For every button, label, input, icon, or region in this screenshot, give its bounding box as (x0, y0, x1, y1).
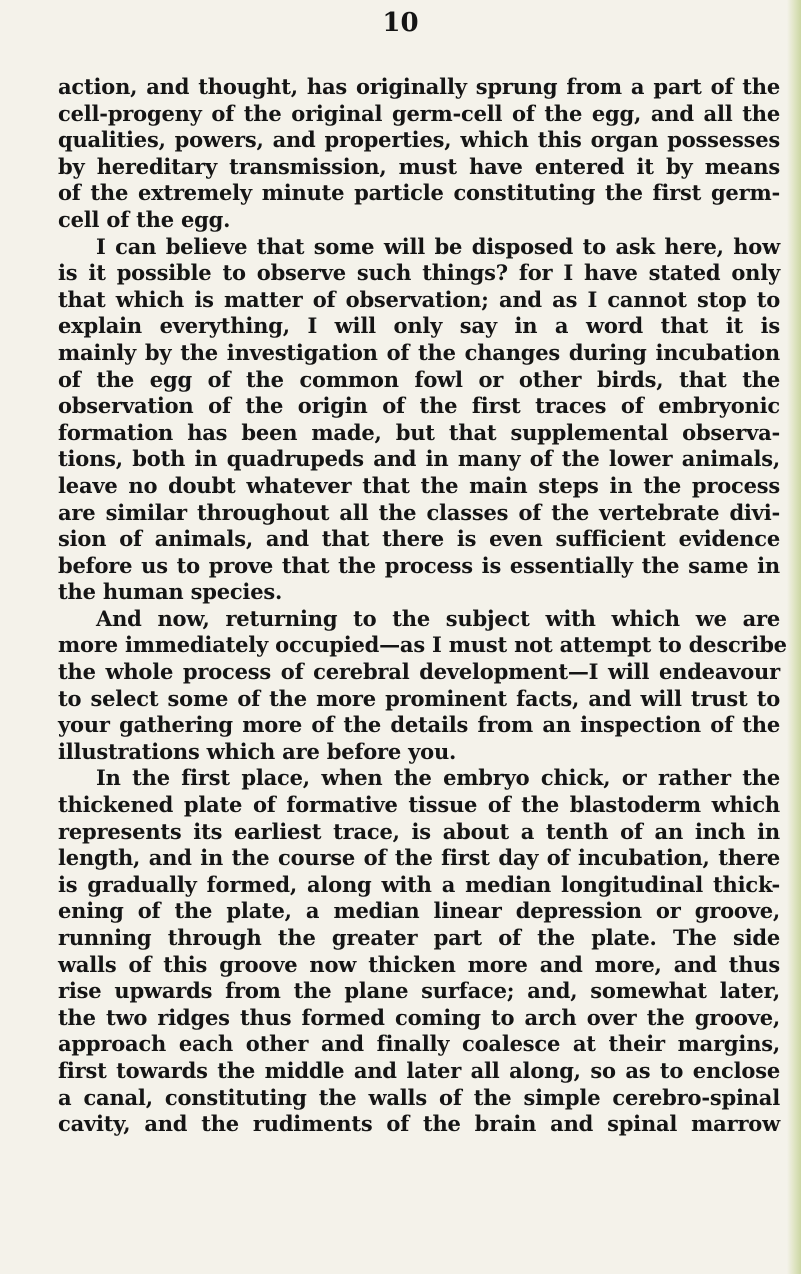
text-line: is gradually formed, along with a median longitudinal thick- (58, 871, 780, 897)
text-line: In the first place, when the embryo chick, or rather the (96, 765, 780, 791)
text-line: the whole process of cerebral development—I will endeavour (58, 659, 780, 685)
text-line: more immediately occupied—as I must not attempt to describe (58, 632, 787, 658)
text-line: illustrations which are before you. (58, 738, 457, 764)
text-line: the two ridges thus formed coming to arch over the groove, (58, 1004, 780, 1030)
page-number: 10 (382, 8, 419, 38)
text-line: I can believe that some will be disposed to ask here, how (96, 233, 780, 259)
text-line: sion of animals, and that there is even sufficient evidence (58, 526, 780, 552)
text-line: qualities, powers, and properties, which this organ possesses (58, 127, 780, 153)
text-line: cavity, and the rudiments of the brain and spinal marrow (58, 1111, 780, 1137)
page-edge-shadow (787, 0, 801, 1274)
text-line: before us to prove that the process is essentially the same in (58, 552, 780, 578)
text-line: represents its earliest trace, is about a tenth of an inch in (58, 818, 780, 844)
text-line: cell of the egg. (58, 206, 231, 232)
text-line: first towards the middle and later all along, so as to enclose (58, 1057, 780, 1083)
text-line: rise upwards from the plane surface; and, somewhat later, (58, 978, 780, 1004)
text-line: cell-progeny of the original germ-cell of the egg, and all the (58, 100, 780, 126)
text-line: a canal, constituting the walls of the simple cerebro-spinal (58, 1084, 780, 1110)
text-line: running through the greater part of the plate. The side (58, 925, 780, 950)
text-line: action, and thought, has originally sprung from a part of the (58, 74, 780, 99)
paragraph-3 (58, 605, 787, 766)
text-line: And now, returning to the subject with which we are (96, 605, 780, 631)
text-line: approach each other and finally coalesce at their margins, (58, 1031, 780, 1057)
body-text (58, 74, 787, 1138)
paragraph-4 (58, 765, 780, 1137)
text-line: are similar throughout all the classes of the vertebrate divi- (58, 499, 780, 525)
text-line: tions, both in quadrupeds and in many of the lower animals, (58, 446, 780, 472)
text-line: by hereditary transmission, must have entered it by means (58, 153, 780, 179)
text-line: your gathering more of the details from an inspection of the (58, 712, 780, 738)
text-line: length, and in the course of the first day of incubation, there (58, 845, 780, 871)
text-line: mainly by the investigation of the changes during incubation (58, 339, 780, 365)
text-line: is it possible to observe such things? for I have stated only (58, 260, 780, 286)
text-line: leave no doubt whatever that the main steps in the process (58, 472, 780, 498)
paragraph-1 (58, 74, 780, 234)
text-line: explain everything, I will only say in a word that it is (58, 313, 780, 339)
text-line: the human species. (58, 579, 283, 605)
text-line: walls of this groove now thicken more and more, and thus (58, 951, 780, 977)
paragraph-2 (58, 234, 780, 606)
text-line: to select some of the more prominent facts, and will trust to (58, 685, 780, 711)
text-line: that which is matter of observation; and as I cannot stop to (58, 286, 780, 312)
text-line: of the extremely minute particle constituting the first germ- (58, 180, 780, 206)
text-line: observation of the origin of the first traces of embryonic (58, 393, 780, 419)
text-line: thickened plate of formative tissue of the blastoderm which (58, 792, 780, 818)
text-line: formation has been made, but that supplemental observa- (58, 419, 780, 445)
text-line: ening of the plate, a median linear depression or groove, (58, 898, 780, 924)
text-line: of the egg of the common fowl or other birds, that the (58, 366, 780, 392)
